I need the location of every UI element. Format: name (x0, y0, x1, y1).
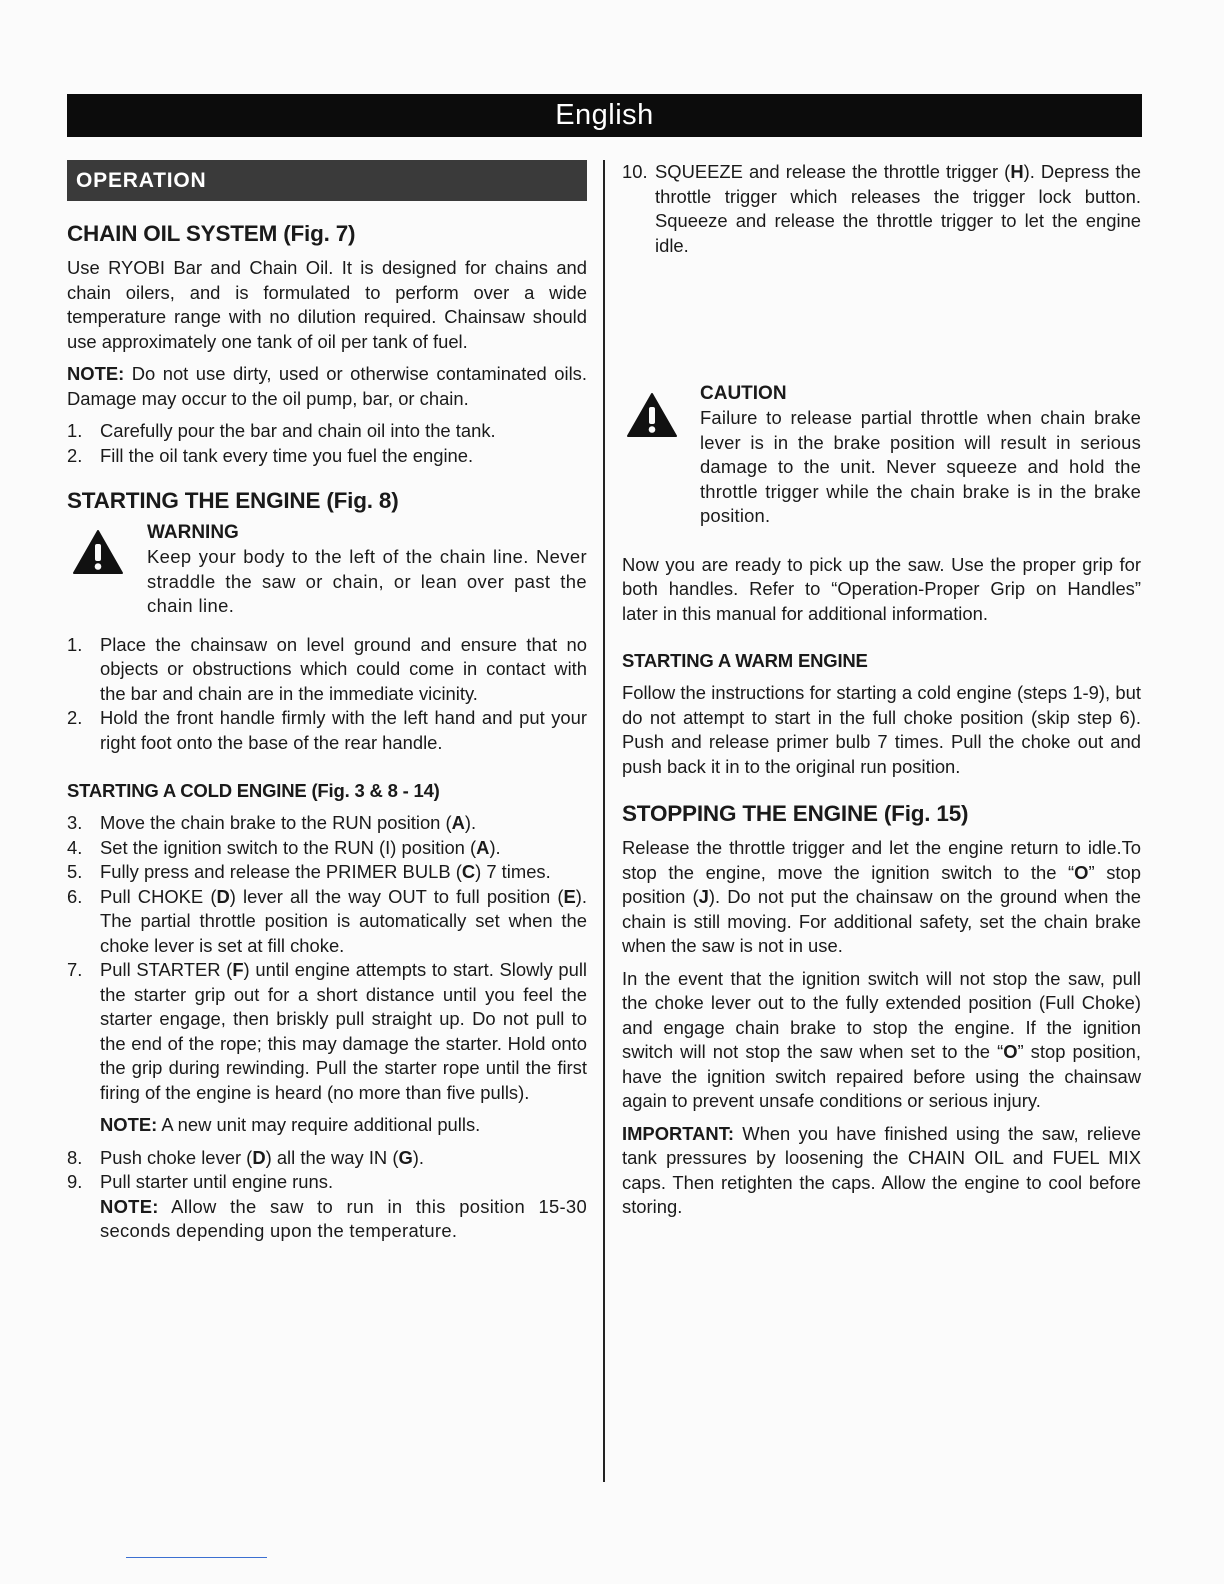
step-number: 2. (67, 707, 83, 728)
cold-engine-steps (67, 811, 587, 1244)
step-text: SQUEEZE and release the throttle trigger (H). Depress the throttle trigger which releases the trigger lock button. Squeeze and release the throttle trigger to let the engine idle. (655, 161, 1141, 256)
caution-box (622, 382, 1141, 529)
heading-stopping-the-engine: STOPPING THE ENGINE (Fig. 15) (622, 801, 969, 826)
note-text: Do not use dirty, used or otherwise contaminated oils. Damage may occur to the oil pump, bar, or chain. (67, 363, 587, 409)
step-7-note (67, 1113, 587, 1138)
step-text: Carefully pour the bar and chain oil into the tank. (100, 420, 496, 441)
step-text: Fully press and release the PRIMER BULB (C) 7 times. (100, 861, 551, 882)
list-item (67, 958, 587, 1105)
list-item (67, 836, 587, 861)
note-label: NOTE: (100, 1195, 159, 1217)
step-9-note (67, 1195, 587, 1244)
warning-box (67, 521, 587, 619)
step-text: Push choke lever (D) all the way IN (G). (100, 1146, 424, 1168)
heading-starting-cold-engine: STARTING A COLD ENGINE (Fig. 3 & 8 - 14) (67, 780, 440, 801)
warning-title: WARNING (147, 522, 239, 543)
step-number: 8. (67, 1146, 83, 1168)
chain-oil-steps (67, 419, 587, 468)
heading-starting-warm-engine: STARTING A WARM ENGINE (622, 650, 868, 671)
warning-triangle-icon (67, 521, 147, 619)
heading-chain-oil-system: CHAIN OIL SYSTEM (Fig. 7) (67, 221, 356, 246)
step-number: 9. (67, 1171, 83, 1192)
section-title-operation: OPERATION (67, 160, 587, 201)
step-number: 4. (67, 836, 83, 858)
important-label: IMPORTANT: (622, 1122, 735, 1144)
important-paragraph (622, 1122, 1141, 1220)
list-item (67, 633, 587, 707)
step-number: 7. (67, 959, 83, 980)
caution-text: Failure to release partial throttle when chain brake lever is in the brake position will result in serious damage to the unit. Never squeeze and hold the throttle trigger while the chain brake is in the brake position. (700, 407, 1141, 526)
step-text: Pull CHOKE (D) lever all the way OUT to full position (E). The partial throttle position is automatically set when the choke lever is set at fill choke. (100, 885, 587, 956)
column-divider (603, 160, 605, 1482)
step-text: Move the chain brake to the RUN position (A). (100, 812, 477, 833)
caution-title: CAUTION (700, 383, 787, 404)
caution-triangle-icon (622, 382, 700, 529)
list-item (622, 160, 1141, 258)
important-text: When you have finished using the saw, relieve tank pressures by loosening the CHAIN OIL and FUEL MIX caps. Then retighten the caps. Allow the engine to cool before storing. (622, 1122, 1141, 1217)
note-label: NOTE: (67, 363, 125, 384)
chain-oil-paragraph: Use RYOBI Bar and Chain Oil. It is designed for chains and chain oilers, and is formulated to perform over a wide temperature range with no dilution required. Chainsaw should use approximately one tank of oil per tank of fuel. (67, 257, 587, 352)
step-text: Hold the front handle firmly with the left hand and put your right foot onto the base of the rear handle. (100, 707, 587, 753)
right-column (622, 160, 1141, 1220)
note-text: A new unit may require additional pulls. (157, 1114, 481, 1135)
step-text: Pull STARTER (F) until engine attempts to start. Slowly pull the starter grip out for a short distance until you feel the starter engage, then briskly pull straight up. Do not pull to the end of the rope; this may damage the starter. Hold onto the grip during rewinding. Pull the starter rope until the first firing of the engine is heard (no more than five pulls). (100, 959, 587, 1103)
ready-paragraph: Now you are ready to pick up the saw. Use the proper grip for both handles. Refer to “Operation-Proper Grip on Handles” later in this manual for additional information. (622, 553, 1141, 624)
list-item (67, 885, 587, 959)
step-number: 1. (67, 633, 83, 655)
list-item (67, 706, 587, 755)
list-item (67, 811, 587, 836)
list-item (67, 444, 587, 469)
note-text: Allow the saw to run in this position 15-30 seconds depending upon the temperature. (100, 1195, 587, 1241)
step-text: Pull starter until engine runs. (100, 1171, 334, 1192)
step-number: 3. (67, 812, 83, 833)
warning-body (147, 521, 587, 619)
starting-steps (67, 633, 587, 756)
step-number: 6. (67, 885, 83, 907)
list-item (67, 419, 587, 444)
footer-rule (126, 1557, 267, 1558)
language-banner: English (67, 94, 1142, 137)
step-text: Place the chainsaw on level ground and ensure that no objects or obstructions which could come in contact with the bar and chain are in the immediate vicinity. (100, 633, 587, 704)
stopping-paragraph-2: In the event that the ignition switch will not stop the saw, pull the choke lever out to the fully extended position (Full Choke) and engage chain brake to stop the engine. If the ignition switch will not stop the saw when set to the “O” stop position, have the ignition switch repaired before using the chainsaw again to prevent unsafe conditions or serious injury. (622, 967, 1141, 1111)
note-label: NOTE: (100, 1114, 158, 1135)
caution-body (700, 382, 1141, 529)
list-item (67, 1146, 587, 1171)
step-number: 5. (67, 861, 83, 882)
step-number: 10. (622, 161, 648, 182)
list-item (67, 1170, 587, 1195)
stopping-paragraph-1: Release the throttle trigger and let the engine return to idle.To stop the engine, move the ignition switch to the “O” stop position (J). Do not put the chainsaw on the ground when the chain is still moving. For additional safety, set the chain brake when the saw is not in use. (622, 837, 1141, 956)
left-column (67, 160, 587, 1244)
step-number: 1. (67, 420, 83, 441)
step-text: Set the ignition switch to the RUN (I) position (A). (100, 836, 501, 858)
warning-text: Keep your body to the left of the chain line. Never straddle the saw or chain, or lean over past the chain line. (147, 546, 587, 616)
heading-starting-the-engine: STARTING THE ENGINE (Fig. 8) (67, 488, 399, 513)
list-item (67, 860, 587, 885)
chain-oil-note (67, 362, 587, 411)
warm-engine-paragraph: Follow the instructions for starting a cold engine (steps 1-9), but do not attempt to start in the full choke position (skip step 6). Push and release primer bulb 7 times. Pull the choke out and push back it in to the original run position. (622, 682, 1141, 777)
step-number: 2. (67, 444, 83, 466)
step-text: Fill the oil tank every time you fuel the engine. (100, 444, 474, 466)
